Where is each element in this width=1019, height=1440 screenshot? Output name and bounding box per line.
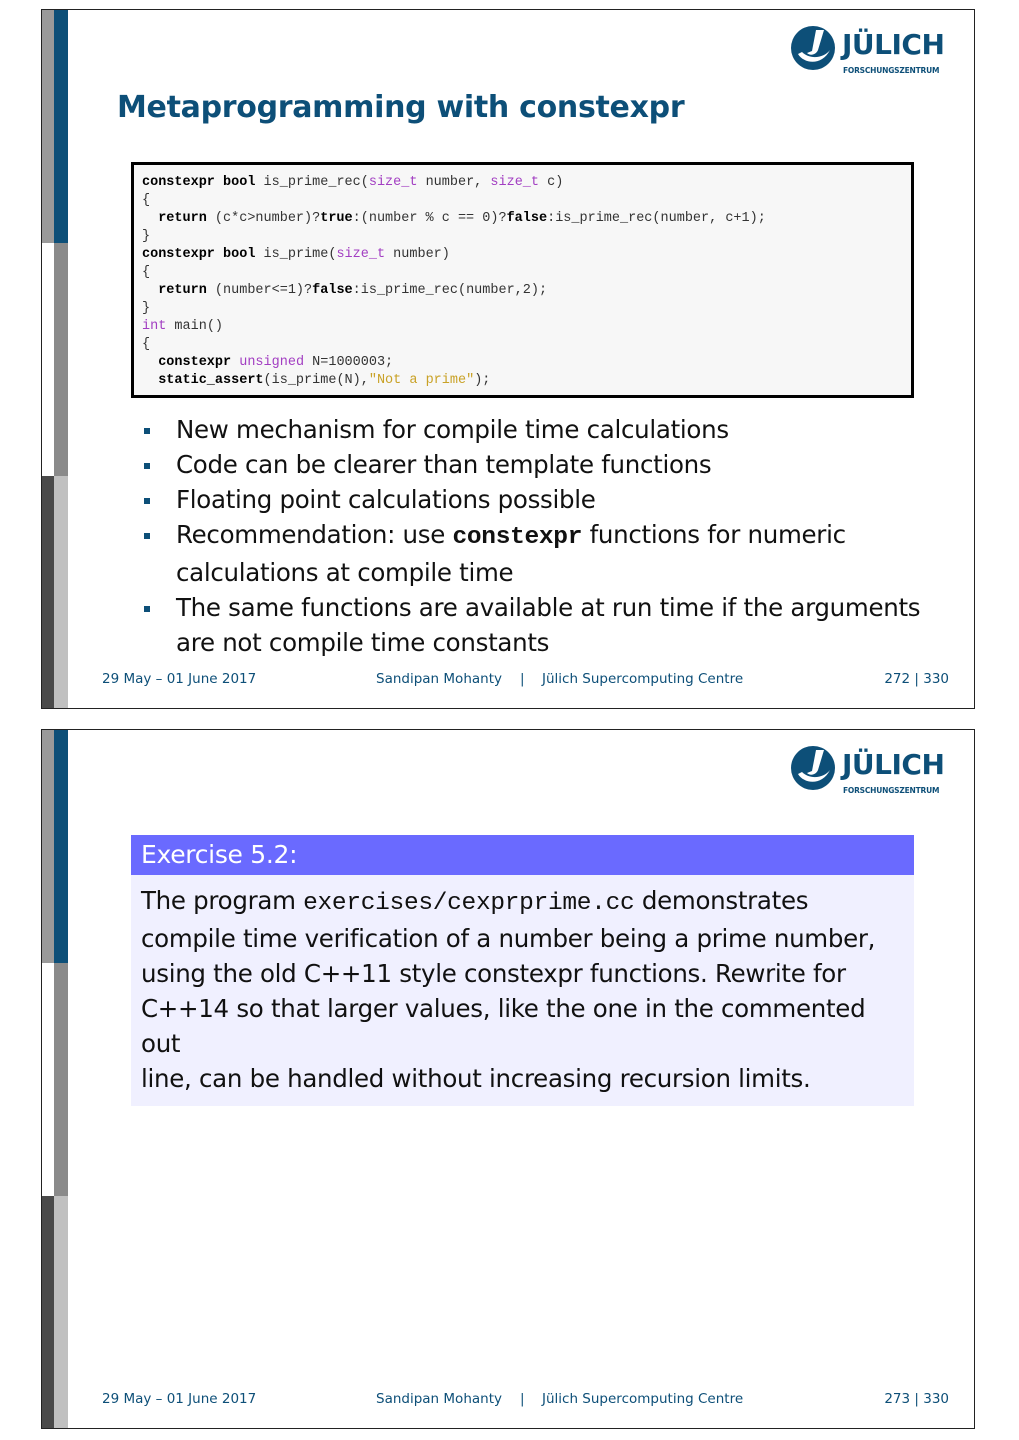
bullet-icon (144, 606, 150, 612)
code-line: constexpr bool is_prime(size_t number) (142, 247, 450, 262)
logo-subtitle: FORSCHUNGSZENTRUM (843, 786, 940, 795)
page-title: Metaprogramming with constexpr (117, 90, 685, 125)
side-strip (42, 730, 68, 1428)
juelich-logo-icon (790, 744, 838, 792)
file-path: exercises/cexprprime.cc (303, 890, 635, 917)
code-line: int main() (142, 319, 224, 334)
list-item: Recommendation: use constexpr functions for numeric calculations at compile time (142, 517, 922, 590)
list-item: The same functions are available at run time if the arguments are not compile time constants (142, 590, 922, 660)
logo-wordmark: JÜLICH (842, 748, 945, 781)
bullet-icon (144, 498, 150, 504)
code-line: } (142, 301, 151, 316)
bullet-icon (144, 533, 150, 539)
bullet-icon (144, 428, 150, 434)
code-line: return (number<=1)?false:is_prime_rec(number,2); (158, 283, 548, 298)
page-number: 273 | 330 (884, 1391, 949, 1407)
footer-separator: | (520, 1391, 525, 1407)
page-number: 272 | 330 (884, 671, 949, 687)
code-line: constexpr unsigned N=1000003; (158, 355, 394, 370)
slide-footer (42, 1391, 974, 1411)
code-line: } (142, 229, 151, 244)
bullet-icon (144, 463, 150, 469)
juelich-logo-icon (790, 24, 838, 72)
logo-subtitle: FORSCHUNGSZENTRUM (843, 66, 940, 75)
list-item: Code can be clearer than template functions (142, 447, 922, 482)
code-block (131, 162, 914, 398)
list-item: Floating point calculations possible (142, 482, 922, 517)
juelich-logo (790, 22, 950, 78)
juelich-logo (790, 742, 950, 798)
footer-separator: | (520, 671, 525, 687)
slide-273 (41, 729, 975, 1429)
code-line: static_assert(is_prime(N),"Not a prime"); (158, 373, 491, 388)
code-line: { (142, 265, 151, 280)
code-line: return (c*c>number)?true:(number % c == 0)?false:is_prime_rec(number, c+1); (158, 211, 766, 226)
footer-date: 29 May – 01 June 2017 (102, 671, 257, 687)
slide-footer (42, 671, 974, 691)
footer-date: 29 May – 01 June 2017 (102, 1391, 257, 1407)
footer-author: Sandipan Mohanty (376, 671, 502, 687)
footer-org: Jülich Supercomputing Centre (542, 671, 744, 687)
exercise-heading: Exercise 5.2: (131, 835, 914, 875)
logo-wordmark: JÜLICH (842, 28, 945, 61)
slide-272 (41, 9, 975, 709)
bullet-list (142, 412, 922, 660)
side-strip (42, 10, 68, 708)
exercise-body: The program exercises/cexprprime.cc demonstrates compile time verification of a number being a prime number, using the old C++11 style constexpr functions. Rewrite for C++14 so that larger values, like the one in the commented out line, can be handled without increasing recursion limits. (131, 875, 914, 1106)
footer-org: Jülich Supercomputing Centre (542, 1391, 744, 1407)
list-item: New mechanism for compile time calculations (142, 412, 922, 447)
code-line: { (142, 337, 151, 352)
footer-author: Sandipan Mohanty (376, 1391, 502, 1407)
code-line: constexpr bool is_prime_rec(size_t number, size_t c) (142, 175, 564, 190)
code-line: { (142, 193, 151, 208)
exercise-block (131, 835, 914, 1106)
